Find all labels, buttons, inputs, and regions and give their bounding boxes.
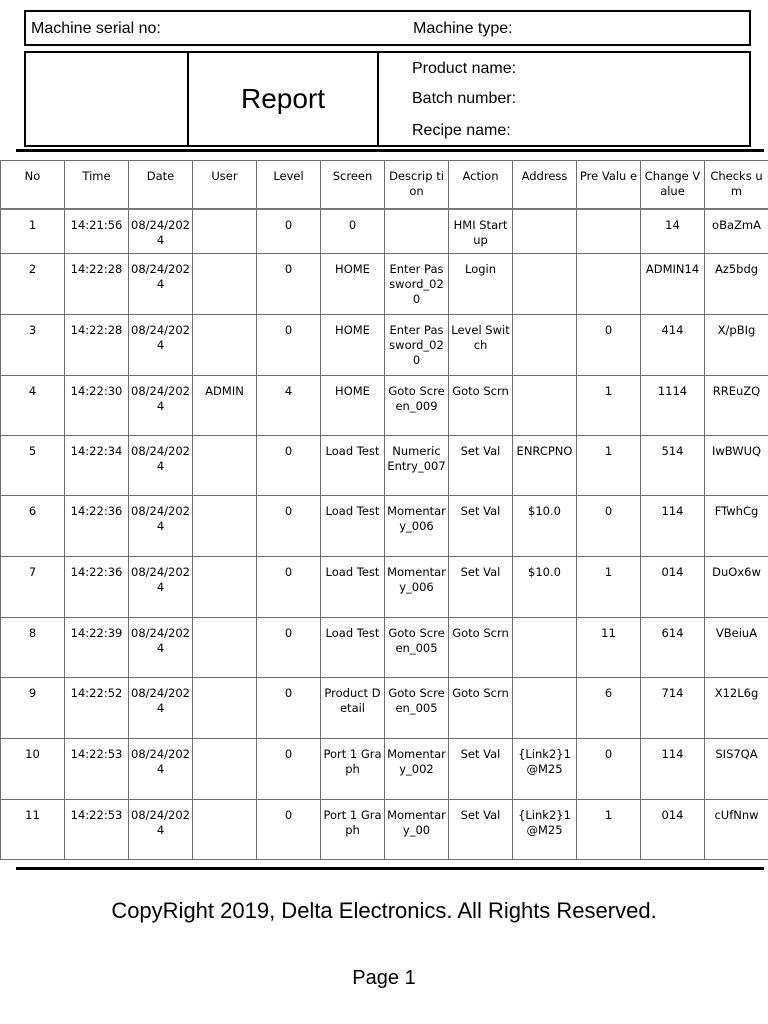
- cell-address: $10.0: [513, 496, 577, 557]
- cell-change-value: 014: [641, 800, 705, 860]
- cell-no: 2: [1, 254, 65, 315]
- cell-address: [513, 254, 577, 315]
- machine-serial-label: Machine serial no:: [31, 20, 161, 37]
- cell-pre-value: 1: [577, 557, 641, 618]
- cell-checksum: oBaZmA: [705, 209, 768, 254]
- copyright-text: CopyRight 2019, Delta Electronics. All Rights Reserved.: [111, 898, 657, 923]
- cell-action: HMI Startup: [449, 209, 513, 254]
- cell-checksum: X12L6g: [705, 678, 768, 739]
- cell-no: 11: [1, 800, 65, 860]
- cell-action: Goto Scrn: [449, 678, 513, 739]
- cell-description: Momentary_002: [385, 739, 449, 800]
- cell-screen: HOME: [321, 315, 385, 376]
- cell-change-value: 14: [641, 209, 705, 254]
- cell-action: Set Val: [449, 436, 513, 496]
- cell-time: 14:22:39: [65, 618, 129, 678]
- cell-action: Login: [449, 254, 513, 315]
- column-header-level: Level: [257, 161, 321, 209]
- cell-date: 08/24/2024: [129, 739, 193, 800]
- cell-time: 14:22:36: [65, 496, 129, 557]
- table-row: [1, 678, 768, 739]
- cell-pre-value: 0: [577, 315, 641, 376]
- cell-pre-value: [577, 209, 641, 254]
- cell-level: 0: [257, 254, 321, 315]
- cell-address: {Link2}1@M25: [513, 800, 577, 860]
- cell-address: $10.0: [513, 557, 577, 618]
- cell-user: [193, 496, 257, 557]
- column-header-checksum: Checks um: [705, 161, 768, 209]
- cell-action: Level Switch: [449, 315, 513, 376]
- column-header-screen: Screen: [321, 161, 385, 209]
- cell-description: Momentary_00: [385, 800, 449, 860]
- cell-pre-value: 0: [577, 496, 641, 557]
- cell-user: [193, 436, 257, 496]
- column-header-action: Action: [449, 161, 513, 209]
- cell-time: 14:22:30: [65, 376, 129, 436]
- cell-change-value: 014: [641, 557, 705, 618]
- cell-screen: HOME: [321, 376, 385, 436]
- cell-no: 3: [1, 315, 65, 376]
- table-row: [1, 496, 768, 557]
- cell-description: Momentary_006: [385, 496, 449, 557]
- cell-action: Set Val: [449, 800, 513, 860]
- cell-date: 08/24/2024: [129, 496, 193, 557]
- cell-checksum: FTwhCg: [705, 496, 768, 557]
- cell-action: Goto Scrn: [449, 618, 513, 678]
- cell-user: ADMIN: [193, 376, 257, 436]
- product-name-label: Product name:: [412, 60, 517, 77]
- table-row: [1, 739, 768, 800]
- cell-address: ENRCPNO: [513, 436, 577, 496]
- table-row: [1, 436, 768, 496]
- footer-rule: [16, 867, 764, 870]
- table-row: [1, 800, 768, 860]
- recipe-name-label: Recipe name:: [412, 122, 511, 139]
- header-report-box: [24, 51, 751, 147]
- cell-address: [513, 618, 577, 678]
- cell-date: 08/24/2024: [129, 678, 193, 739]
- cell-time: 14:22:53: [65, 739, 129, 800]
- cell-address: [513, 678, 577, 739]
- cell-no: 10: [1, 739, 65, 800]
- cell-description: Numeric Entry_007: [385, 436, 449, 496]
- cell-change-value: 1114: [641, 376, 705, 436]
- cell-pre-value: 1: [577, 800, 641, 860]
- cell-action: Goto Scrn: [449, 376, 513, 436]
- cell-time: 14:21:56: [65, 209, 129, 254]
- cell-screen: Load Test: [321, 496, 385, 557]
- cell-address: {Link2}1@M25: [513, 739, 577, 800]
- cell-user: [193, 315, 257, 376]
- cell-no: 1: [1, 209, 65, 254]
- cell-action: Set Val: [449, 739, 513, 800]
- column-header-address: Address: [513, 161, 577, 209]
- cell-time: 14:22:28: [65, 315, 129, 376]
- cell-screen: Load Test: [321, 557, 385, 618]
- cell-pre-value: 0: [577, 739, 641, 800]
- cell-date: 08/24/2024: [129, 618, 193, 678]
- cell-screen: Port 1 Graph: [321, 800, 385, 860]
- cell-change-value: 614: [641, 618, 705, 678]
- cell-level: 0: [257, 436, 321, 496]
- cell-time: 14:22:28: [65, 254, 129, 315]
- column-header-change-value: Change Value: [641, 161, 705, 209]
- cell-user: [193, 739, 257, 800]
- cell-screen: Product Detail: [321, 678, 385, 739]
- cell-level: 4: [257, 376, 321, 436]
- cell-description: Goto Screen_005: [385, 678, 449, 739]
- cell-time: 14:22:34: [65, 436, 129, 496]
- cell-user: [193, 678, 257, 739]
- cell-level: 0: [257, 739, 321, 800]
- header-rule: [16, 149, 764, 152]
- cell-level: 0: [257, 678, 321, 739]
- table-row: [1, 254, 768, 315]
- column-header-user: User: [193, 161, 257, 209]
- table-row: [1, 209, 768, 254]
- cell-pre-value: 1: [577, 376, 641, 436]
- cell-description: Goto Screen_009: [385, 376, 449, 436]
- cell-checksum: IwBWUQ: [705, 436, 768, 496]
- audit-log-table: [0, 160, 768, 860]
- cell-no: 9: [1, 678, 65, 739]
- column-header-date: Date: [129, 161, 193, 209]
- cell-level: 0: [257, 209, 321, 254]
- cell-no: 5: [1, 436, 65, 496]
- table-header-row: [1, 161, 768, 209]
- cell-checksum: cUfNnw: [705, 800, 768, 860]
- cell-action: Set Val: [449, 557, 513, 618]
- cell-date: 08/24/2024: [129, 376, 193, 436]
- cell-level: 0: [257, 315, 321, 376]
- cell-checksum: VBeiuA: [705, 618, 768, 678]
- cell-user: [193, 254, 257, 315]
- cell-description: Momentary_006: [385, 557, 449, 618]
- report-title: Report: [240, 83, 326, 114]
- cell-date: 08/24/2024: [129, 436, 193, 496]
- cell-change-value: ADMIN14: [641, 254, 705, 315]
- cell-description: Enter Password_020: [385, 315, 449, 376]
- cell-description: Enter Password_020: [385, 254, 449, 315]
- cell-user: [193, 557, 257, 618]
- cell-checksum: DuOx6w: [705, 557, 768, 618]
- cell-level: 0: [257, 557, 321, 618]
- cell-no: 6: [1, 496, 65, 557]
- cell-user: [193, 209, 257, 254]
- cell-screen: 0: [321, 209, 385, 254]
- table-row: [1, 618, 768, 678]
- machine-type-label: Machine type:: [413, 20, 513, 37]
- cell-change-value: 714: [641, 678, 705, 739]
- cell-action: Set Val: [449, 496, 513, 557]
- table-row: [1, 315, 768, 376]
- cell-description: Goto Screen_005: [385, 618, 449, 678]
- cell-change-value: 514: [641, 436, 705, 496]
- table-row: [1, 376, 768, 436]
- cell-date: 08/24/2024: [129, 800, 193, 860]
- cell-pre-value: 1: [577, 436, 641, 496]
- cell-screen: Load Test: [321, 618, 385, 678]
- table-row: [1, 557, 768, 618]
- cell-screen: Port 1 Graph: [321, 739, 385, 800]
- cell-date: 08/24/2024: [129, 209, 193, 254]
- cell-no: 7: [1, 557, 65, 618]
- cell-user: [193, 800, 257, 860]
- cell-date: 08/24/2024: [129, 315, 193, 376]
- batch-number-label: Batch number:: [412, 90, 517, 107]
- cell-address: [513, 376, 577, 436]
- cell-screen: HOME: [321, 254, 385, 315]
- cell-description: [385, 209, 449, 254]
- cell-level: 0: [257, 618, 321, 678]
- cell-checksum: SIS7QA: [705, 739, 768, 800]
- column-header-no: No: [1, 161, 65, 209]
- cell-address: [513, 315, 577, 376]
- cell-date: 08/24/2024: [129, 254, 193, 315]
- cell-screen: Load Test: [321, 436, 385, 496]
- column-header-pre-value: Pre Valu e: [577, 161, 641, 209]
- cell-time: 14:22:53: [65, 800, 129, 860]
- cell-pre-value: 6: [577, 678, 641, 739]
- cell-change-value: 114: [641, 496, 705, 557]
- page-number: Page 1: [352, 967, 416, 989]
- cell-address: [513, 209, 577, 254]
- cell-pre-value: 11: [577, 618, 641, 678]
- cell-level: 0: [257, 496, 321, 557]
- cell-no: 4: [1, 376, 65, 436]
- cell-level: 0: [257, 800, 321, 860]
- cell-checksum: RREuZQ: [705, 376, 768, 436]
- cell-change-value: 414: [641, 315, 705, 376]
- cell-time: 14:22:52: [65, 678, 129, 739]
- cell-pre-value: [577, 254, 641, 315]
- cell-no: 8: [1, 618, 65, 678]
- cell-user: [193, 618, 257, 678]
- cell-time: 14:22:36: [65, 557, 129, 618]
- column-header-description: Descrip tion: [385, 161, 449, 209]
- cell-checksum: Az5bdg: [705, 254, 768, 315]
- cell-date: 08/24/2024: [129, 557, 193, 618]
- cell-checksum: X/pBIg: [705, 315, 768, 376]
- header-divider: [377, 53, 379, 145]
- column-header-time: Time: [65, 161, 129, 209]
- header-machine-info: [24, 10, 751, 46]
- cell-change-value: 114: [641, 739, 705, 800]
- table-body: [1, 209, 768, 860]
